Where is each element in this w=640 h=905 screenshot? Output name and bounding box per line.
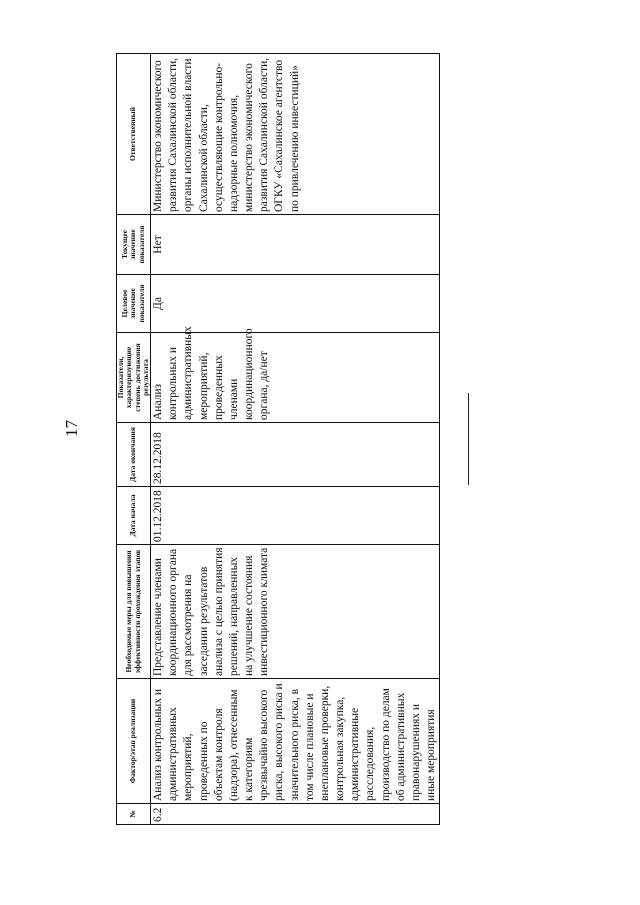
header-start-date: Дата начала — [117, 487, 151, 545]
table-header-row — [117, 54, 151, 825]
header-factor: Фактор/этап реализации — [117, 679, 151, 804]
cell-indicators: Анализ контрольных и административных мероприятий, проведенных членами координационного органа, да/нет — [151, 333, 440, 423]
rotated-table-container — [116, 54, 438, 825]
header-measures: Необходимые меры для повышения эффективности прохождения этапов — [117, 545, 151, 679]
measures-table — [116, 53, 440, 825]
header-indicators: Показатели, характеризующие степень достижения результата — [117, 333, 151, 423]
cell-current-value: Нет — [151, 215, 440, 275]
divider-line — [468, 393, 469, 485]
cell-responsible: Министерство экономического развития Сахалинской области, органы исполнительной власти Сахалинской области, осуществляющие контрольно-надзорные полномочия, министерство экономического развития Сахалинской области, ОГКУ «Сахалинское агентство по привлечению инвестиций» — [151, 54, 440, 215]
header-num: № — [117, 804, 151, 825]
document-table-area — [116, 54, 438, 825]
table-row — [151, 54, 440, 825]
cell-num: 6.2 — [151, 804, 440, 825]
header-current-value: Текущее значение показателя — [117, 215, 151, 275]
header-target-value: Целевое значение показателя — [117, 275, 151, 333]
cell-end-date: 28.12.2018 — [151, 423, 440, 487]
page-number: 17 — [62, 420, 81, 437]
header-responsible: Ответственный — [117, 54, 151, 215]
header-end-date: Дата окончания — [117, 423, 151, 487]
cell-measures: Представление членами координационного органа для рассмотрения на заседании результатов анализа с целью принятия решений, направленных на улучшение состояния инвестиционного климата — [151, 545, 440, 679]
cell-factor: Анализ контрольных и административных мероприятий, проведенных по объектам контроля (надзора), отнесенным к категориям чрезвычайно высокого риска, высокого риска и значительного риска, в том числе плановые и внеплановые проверки, контрольная закупка, административные расследования, производство по делам об административных правонарушениях и иные мероприятия — [151, 679, 440, 804]
cell-start-date: 01.12.2018 — [151, 487, 440, 545]
cell-target-value: Да — [151, 275, 440, 333]
